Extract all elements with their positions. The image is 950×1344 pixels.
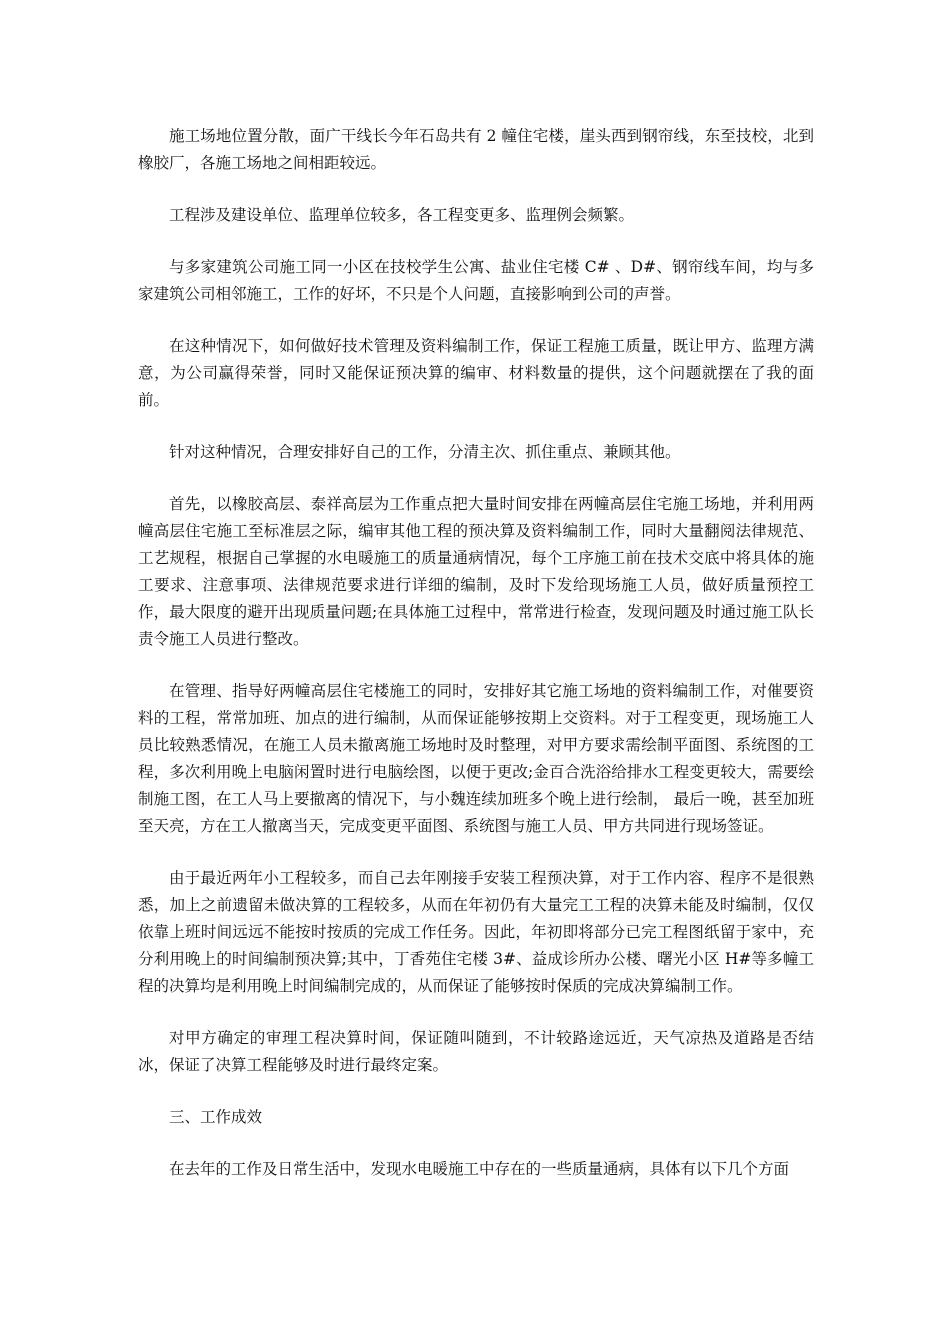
paragraph-challenge: 在这种情况下，如何做好技术管理及资料编制工作，保证工程施工质量，既让甲方、监理方满意，为公司赢得荣誉，同时又能保证预决算的编审、材料数量的提供，这个问题就摆在了我的面前。 bbox=[138, 337, 814, 409]
section-heading-results: 三、工作成效 bbox=[169, 1108, 263, 1126]
paragraph-site-locations: 施工场地位置分散，面广干线长今年石岛共有 2 幢住宅楼，崖头西到钢帘线，东至技校，北到橡胶厂，各施工场地之间相距较远。 bbox=[138, 127, 814, 172]
paragraph-supervision-units: 工程涉及建设单位、监理单位较多，各工程变更多、监理例会频繁。 bbox=[169, 206, 635, 224]
paragraph-management: 在管理、指导好两幢高层住宅楼施工的同时，安排好其它施工场地的资料编制工作，对催要资料的工程，常常加班、加点的进行编制，从而保证能够按期上交资料。对于工程变更，现场施工人员比较熟悉情况，在施工人员未撤离施工场地时及时整理，对甲方要求需绘制平面图、系统图的工程，多次利用晚上电脑闲置时进行电脑绘图，以便于更改;金百合洗浴给排水工程变更较大，需要绘制施工图，在工人马上要撤离的情况下，与小魏连续加班多个晚上进行绘制， 最后一晚，甚至加班至天亮，方在工人撤离当天，完成变更平面图、系统图与施工人员、甲方共同进行现场签证。 bbox=[138, 682, 814, 835]
paragraph-quality-issues: 在去年的工作及日常生活中，发现水电暖施工中存在的一些质量通病，具体有以下几个方面 bbox=[169, 1160, 790, 1178]
paragraph-availability: 对甲方确定的审理工程决算时间，保证随叫随到，不计较路途远近，天气凉热及道路是否结冰，保证了决算工程能够及时进行最终定案。 bbox=[138, 1029, 814, 1074]
document-body bbox=[138, 123, 814, 1208]
paragraph-budget-settlement: 由于最近两年小工程较多，而自己去年刚接手安装工程预决算，对于工作内容、程序不是很熟悉，加上之前遗留未做决算的工程较多，从而在年初仍有大量完工工程的决算未能及时编制，仅仅依靠上班时间远远不能按时按质的完成工作任务。因此，年初即将部分已完工程图纸留于家中，充分利用晚上的时间编制预决算;其中，丁香苑住宅楼 3#、益成诊所办公楼、曙光小区 H#等多幢工程的决算均是利用晚上时间编制完成的，从而保证了能够按时保质的完成决算编制工作。 bbox=[138, 869, 814, 995]
paragraph-multiple-contractors: 与多家建筑公司施工同一小区在技校学生公寓、盐业住宅楼 C# 、D#、钢帘线车间，均与多家建筑公司相邻施工，工作的好坏，不只是个人问题，直接影响到公司的声誉。 bbox=[138, 258, 814, 303]
paragraph-first-focus: 首先，以橡胶高层、泰祥高层为工作重点把大量时间安排在两幢高层住宅施工场地，并利用两幢高层住宅施工至标准层之际，编审其他工程的预决算及资料编制工作，同时大量翻阅法律规范、工艺规程，根据自己掌握的水电暖施工的质量通病情况，每个工序施工前在技术交底中将具体的施工要求、注意事项、法律规范要求进行详细的编制，及时下发给现场施工人员，做好质量预控工作，最大限度的避开出现质量问题;在具体施工过程中，常常进行检查，发现问题及时通过施工队长责令施工人员进行整改。 bbox=[138, 495, 814, 648]
paragraph-priorities: 针对这种情况，合理安排好自己的工作，分清主次、抓住重点、兼顾其他。 bbox=[169, 443, 681, 461]
